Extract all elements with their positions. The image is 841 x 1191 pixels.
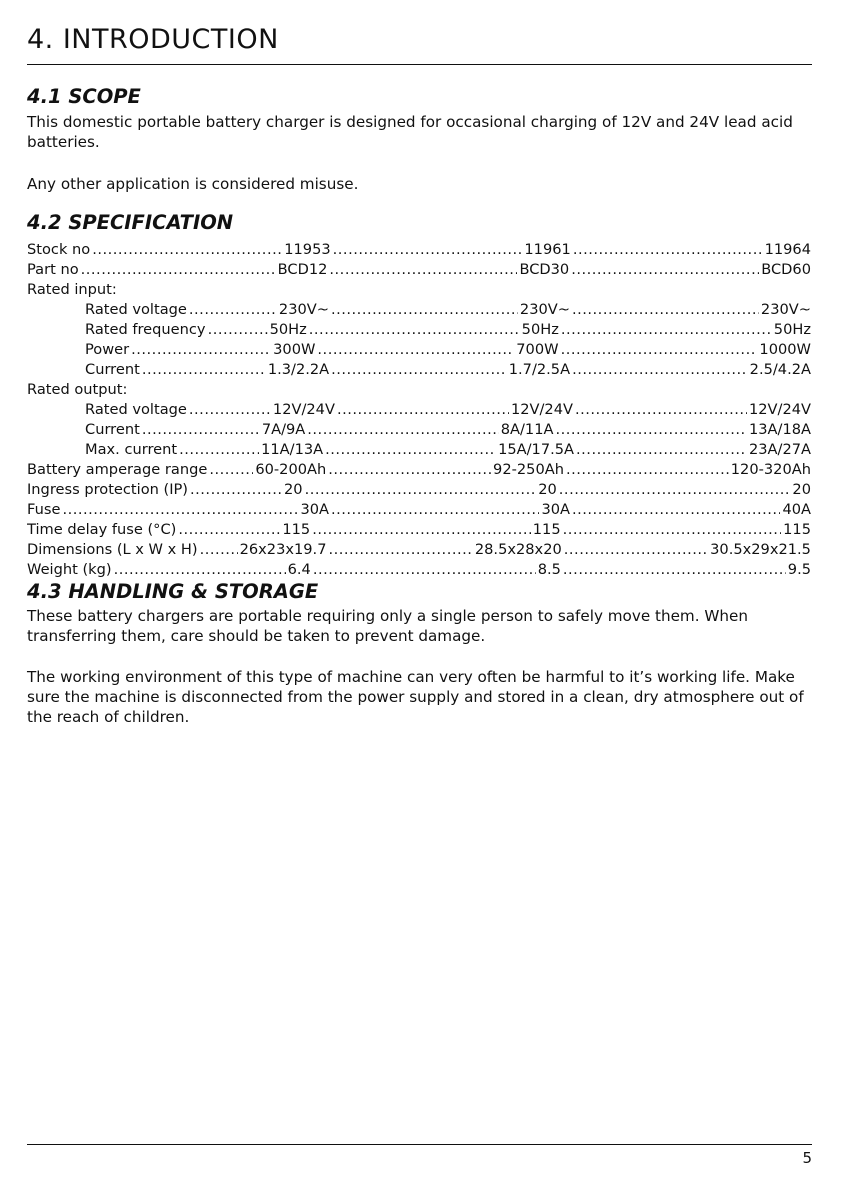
spec-label: Power (85, 341, 130, 358)
spec-value: 7A/9A (261, 421, 306, 438)
spec-value: 13A/18A (748, 421, 811, 438)
spec-row-part-no (27, 260, 811, 280)
spec-value: 23A/27A (748, 441, 811, 458)
spec-value: 230V~ (278, 301, 329, 318)
leader-dots (575, 400, 747, 420)
leader-dots (200, 540, 238, 560)
leader-dots (328, 460, 491, 480)
spec-label: Ingress protection (IP) (27, 481, 189, 498)
spec-group-label: Rated output: (27, 381, 128, 398)
spec-value: 12V/24V (272, 401, 335, 418)
spec-row-ingress-protection (27, 480, 811, 500)
leader-dots (561, 340, 758, 360)
leader-dots (572, 360, 748, 380)
spec-row-input-power (27, 340, 811, 360)
spec-label: Dimensions (L x W x H) (27, 541, 198, 558)
leader-dots (178, 520, 280, 540)
leader-dots (179, 440, 259, 460)
spec-label: Current (85, 421, 140, 438)
spec-value: 230V~ (760, 301, 811, 318)
spec-value: 30A (541, 501, 570, 518)
spec-label: Battery amperage range (27, 461, 208, 478)
spec-value: 11964 (764, 241, 811, 258)
spec-label: Rated voltage (85, 401, 187, 418)
leader-dots (142, 360, 266, 380)
spec-value: 300W (273, 341, 316, 358)
spec-value: 20 (284, 481, 303, 498)
spec-value: 700W (516, 341, 559, 358)
scope-paragraph-1: This domestic portable battery charger is designed for occasional charging of 12V and 24V lead acid batteries. (27, 113, 793, 151)
specification-heading: 4.2 SPECIFICATION (27, 211, 234, 234)
leader-dots (566, 460, 729, 480)
leader-dots (576, 440, 747, 460)
spec-row-rated-input (27, 280, 811, 300)
leader-dots (564, 540, 708, 560)
title-divider (27, 64, 812, 65)
spec-value: 2.5/4.2A (749, 361, 811, 378)
spec-value: 20 (792, 481, 811, 498)
leader-dots (62, 500, 298, 520)
spec-label: Time delay fuse (°C) (27, 521, 177, 538)
spec-label: Weight (kg) (27, 561, 112, 578)
leader-dots (114, 560, 286, 580)
spec-group-label: Rated input: (27, 281, 117, 298)
leader-dots (571, 260, 759, 280)
spec-row-battery-amperage-range (27, 460, 811, 480)
spec-label: Rated voltage (85, 301, 187, 318)
leader-dots (563, 520, 782, 540)
spec-value: 50Hz (773, 321, 811, 338)
spec-value: 1.3/2.2A (267, 361, 330, 378)
spec-value: 115 (783, 521, 811, 538)
spec-value: 15A/17.5A (498, 441, 575, 458)
specification-table (27, 240, 811, 580)
spec-value: 20 (538, 481, 557, 498)
leader-dots (312, 520, 531, 540)
spec-value: 11961 (524, 241, 571, 258)
leader-dots (208, 320, 268, 340)
spec-label: Max. current (85, 441, 178, 458)
leader-dots (317, 340, 514, 360)
spec-value: 50Hz (521, 321, 559, 338)
spec-label: Part no (27, 261, 79, 278)
scope-paragraph-2: Any other application is considered misuse. (27, 175, 359, 193)
spec-value: 11953 (284, 241, 331, 258)
footer-divider (27, 1144, 812, 1145)
spec-value: 12V/24V (510, 401, 573, 418)
leader-dots (556, 420, 747, 440)
spec-value: 50Hz (269, 321, 307, 338)
leader-dots (309, 320, 520, 340)
spec-row-stock-no (27, 240, 811, 260)
handling-paragraph-1: These battery chargers are portable requiring only a single person to safely move them. When transferring them, care should be taken to prevent damage. (27, 607, 748, 645)
handling-paragraph-2: The working environment of this type of machine can very often be harmful to it’s working life. Make sure the machine is disconnected from the power supply and stored in a clean, dry atmosphere out of the reach of children. (27, 668, 804, 726)
spec-value: 12V/24V (748, 401, 811, 418)
spec-row-weight (27, 560, 811, 580)
spec-value: 6.4 (287, 561, 311, 578)
leader-dots (561, 320, 772, 340)
scope-heading: 4.1 SCOPE (27, 85, 141, 108)
spec-value: 30.5x29x21.5 (710, 541, 811, 558)
spec-label: Rated frequency (85, 321, 206, 338)
leader-dots (313, 560, 536, 580)
spec-row-output-rated-voltage (27, 400, 811, 420)
spec-row-rated-output (27, 380, 811, 400)
spec-value: 8.5 (537, 561, 561, 578)
leader-dots (572, 500, 780, 520)
spec-value: BCD30 (519, 261, 570, 278)
spec-value: 60-200Ah (255, 461, 327, 478)
leader-dots (142, 420, 260, 440)
spec-label: Current (85, 361, 140, 378)
leader-dots (572, 300, 759, 320)
spec-row-input-rated-voltage (27, 300, 811, 320)
spec-row-input-rated-frequency (27, 320, 811, 340)
spec-row-dimensions (27, 540, 811, 560)
spec-value: 8A/11A (500, 421, 554, 438)
spec-value: 11A/13A (261, 441, 324, 458)
spec-value: BCD60 (761, 261, 811, 278)
handling-storage-heading: 4.3 HANDLING & STORAGE (27, 580, 319, 603)
leader-dots (92, 240, 282, 260)
spec-label: Stock no (27, 241, 91, 258)
spec-row-output-current (27, 420, 811, 440)
spec-row-input-current (27, 360, 811, 380)
spec-value: 230V~ (519, 301, 570, 318)
leader-dots (331, 360, 507, 380)
leader-dots (573, 240, 763, 260)
spec-value: 30A (300, 501, 329, 518)
leader-dots (329, 540, 473, 560)
spec-value: 120-320Ah (730, 461, 811, 478)
leader-dots (337, 400, 509, 420)
spec-value: 40A (782, 501, 811, 518)
page-title: 4. INTRODUCTION (27, 24, 279, 55)
leader-dots (305, 480, 537, 500)
spec-row-fuse (27, 500, 811, 520)
leader-dots (325, 440, 496, 460)
leader-dots (331, 500, 539, 520)
spec-value: 115 (532, 521, 561, 538)
leader-dots (333, 240, 523, 260)
leader-dots (189, 400, 271, 420)
leader-dots (331, 300, 518, 320)
spec-value: 1.7/2.5A (508, 361, 571, 378)
spec-value: 9.5 (787, 561, 811, 578)
leader-dots (563, 560, 786, 580)
spec-value: 28.5x28x20 (474, 541, 562, 558)
spec-row-time-delay-fuse (27, 520, 811, 540)
leader-dots (81, 260, 276, 280)
spec-label: Fuse (27, 501, 61, 518)
leader-dots (559, 480, 791, 500)
spec-value: 26x23x19.7 (239, 541, 327, 558)
spec-value: 1000W (759, 341, 811, 358)
spec-value: BCD12 (277, 261, 328, 278)
leader-dots (307, 420, 498, 440)
page-number: 5 (802, 1149, 812, 1167)
leader-dots (189, 300, 277, 320)
spec-value: 92-250Ah (493, 461, 564, 478)
leader-dots (329, 260, 517, 280)
leader-dots (190, 480, 282, 500)
leader-dots (209, 460, 253, 480)
leader-dots (131, 340, 271, 360)
spec-row-output-max-current (27, 440, 811, 460)
spec-value: 115 (282, 521, 311, 538)
